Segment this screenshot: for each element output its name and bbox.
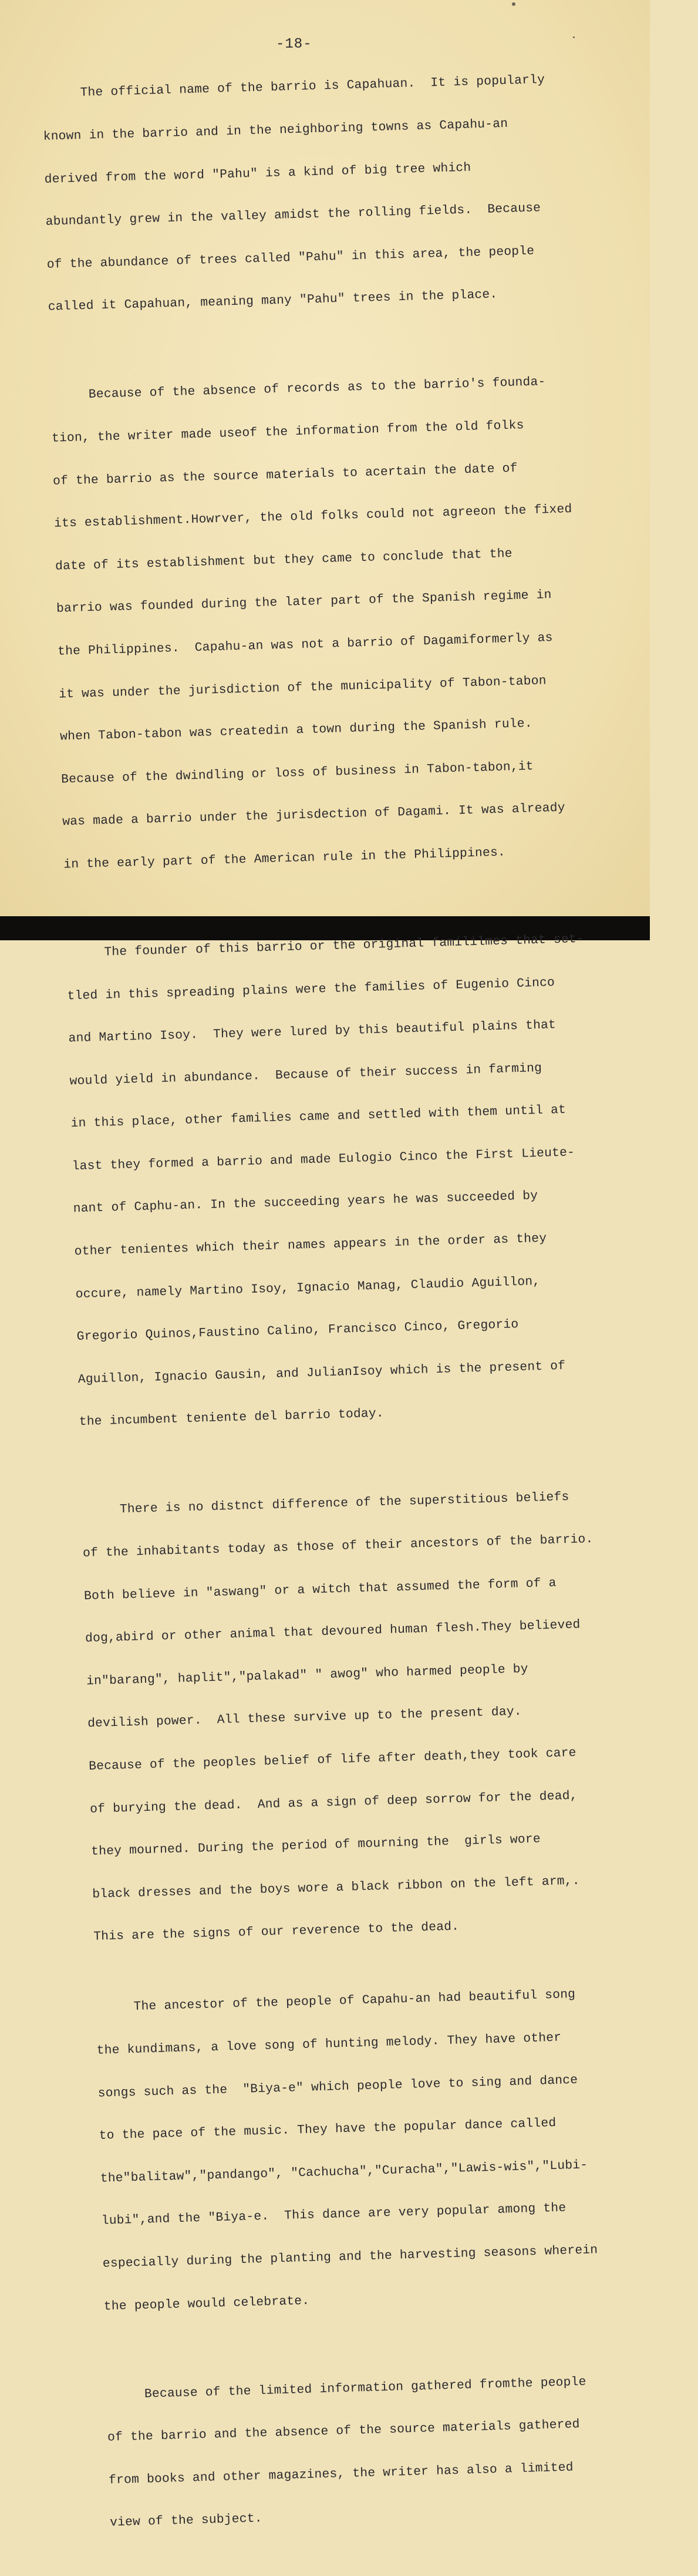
ink-spot [573, 36, 575, 38]
text-line: occure, namely Martino Isoy, Ignacio Manag, Claudio Aguillon, [75, 1274, 541, 1302]
text-line: last they formed a barrio and made Eulogio Cinco the First Lieute- [72, 1145, 575, 1174]
paragraph-origin-of-name [41, 42, 636, 343]
text-line: when Tabon-tabon was createdin a town during the Spanish rule. [59, 717, 533, 744]
page-number: -18- [276, 36, 312, 52]
text-line: Both believe in "aswang" or a witch that assumed the form of a [83, 1576, 557, 1603]
text-line: devilish power. All these survive up to the present day. [87, 1704, 522, 1731]
paragraph-conclusion [105, 2343, 697, 2559]
text-line: the"balitaw","pandango", "Cachucha","Curacha","Lawis-wis","Lubi- [100, 2158, 588, 2186]
text-line: abundantly grew in the valley amidst the rolling fields. Because [45, 201, 541, 230]
text-line: it was under the jurisdiction of the municipality of Tabon-tabon [58, 673, 547, 702]
text-line: called it Capahuan, meaning many "Pahu" trees in the place. [48, 287, 498, 315]
text-line: songs such as the "Biya-e" which people love to sing and dance [97, 2073, 578, 2101]
text-line: of the barrio and the absence of the source materials gathered [107, 2417, 580, 2445]
text-line: was made a barrio under the jurisdection of Dagami. It was already [62, 801, 566, 829]
text-line: view of the subject. [109, 2511, 263, 2530]
document-body [41, 42, 698, 2576]
text-line: of burying the dead. And as a sign of deep sorrow for the dead, [89, 1788, 578, 1817]
text-line: black dresses and the boys wore a black ribbon on the left arm,. [92, 1874, 581, 1902]
text-line: in the early part of the American rule in the Philippines. [63, 845, 506, 872]
text-line: its establishment.Howrver, the old folks could not agreeon the fixed [53, 502, 572, 531]
text-line: of the barrio as the source materials to acertain the date of [52, 461, 518, 489]
text-line: Because of the absence of records as to the barrio's founda- [50, 375, 546, 403]
text-line: the people would celebrate. [103, 2293, 310, 2314]
text-line: There is no distnct difference of the superstitious beliefs [81, 1490, 569, 1518]
text-line: would yield in abundance. Because of their success in farming [69, 1061, 542, 1089]
text-line: of the abundance of trees called "Pahu" in this area, the people [46, 244, 535, 272]
text-line: Aguillon, Ignacio Gausin, and JulianIsoy which is the present of [77, 1358, 566, 1387]
text-line: tion, the writer made useof the information from the old folks [51, 418, 524, 446]
text-line: other tenientes which their names appears in the order as they [74, 1231, 547, 1259]
ink-spot [512, 2, 515, 6]
text-line: Because of the dwindling or loss of business in Tabon-tabon,it [60, 759, 534, 787]
text-line: Gregorio Quinos,Faustino Calino, Francisco Cinco, Gregorio [76, 1317, 519, 1344]
text-line: in this place, other families came and settled with them until at [70, 1103, 567, 1131]
text-line: the Philippines. Capahu-an was not a barrio of Dagamiformerly as [57, 630, 553, 659]
text-line: to the pace of the music. They have the popular dance called [99, 2116, 557, 2143]
paragraph-foundation [49, 344, 651, 900]
text-line: of the inhabitants today as those of their ancestors of the barrio. [82, 1532, 594, 1561]
text-line: they mourned. During the period of mourning the girls wore [90, 1832, 541, 1859]
text-line: nant of Caphu-an. In the succeeding years he was succeeded by [73, 1189, 538, 1216]
text-line: the kundimans, a love song of hunting melody. They have other [96, 2030, 562, 2058]
text-line: barrio was founded during the later part of the Spanish regime in [56, 588, 552, 616]
text-line: in"barang", haplit","palakad" " awog" who harmed people by [86, 1662, 529, 1689]
text-line: lubi",and the "Biya-e. This dance are very popular among the [101, 2201, 567, 2228]
text-line: Because of the limited information gathered fromthe people [106, 2375, 586, 2402]
text-line: The ancestor of the people of Capahu-an had beautiful song [95, 1988, 576, 2016]
text-line: Because of the peoples belief of life after death,they took care [88, 1746, 576, 1774]
text-line: the incumbent teniente del barrio today. [79, 1407, 385, 1430]
text-line: from books and other magazines, the writer has also a limited [108, 2460, 574, 2488]
text-line: dog,abird or other animal that devoured human flesh.They believed [85, 1617, 581, 1646]
text-line: tled in this spreading plains were the families of Eugenio Cinco [67, 975, 555, 1003]
text-line: This are the signs of our reverence to the dead. [93, 1919, 460, 1945]
text-line: date of its establishment but they came to conclude that the [55, 546, 513, 574]
text-line: and Martino Isoy. They were lured by this beautiful plains that [68, 1018, 557, 1046]
paragraph-songs-and-dances [95, 1956, 692, 2342]
paragraph-founders [65, 902, 667, 1458]
text-line: especially during the planting and the harvesting seasons wherein [102, 2242, 598, 2271]
paragraph-beliefs [80, 1459, 681, 1973]
text-line: known in the barrio and in the neighboring towns as Capahu-an [43, 116, 508, 144]
text-line: The founder of this barrio or the original famililmes that set- [66, 931, 585, 961]
text-line: derived from the word "Pahu" is a kind of big tree which [44, 160, 471, 187]
text-line: The official name of the barrio is Capahuan. It is popularly [42, 73, 545, 102]
